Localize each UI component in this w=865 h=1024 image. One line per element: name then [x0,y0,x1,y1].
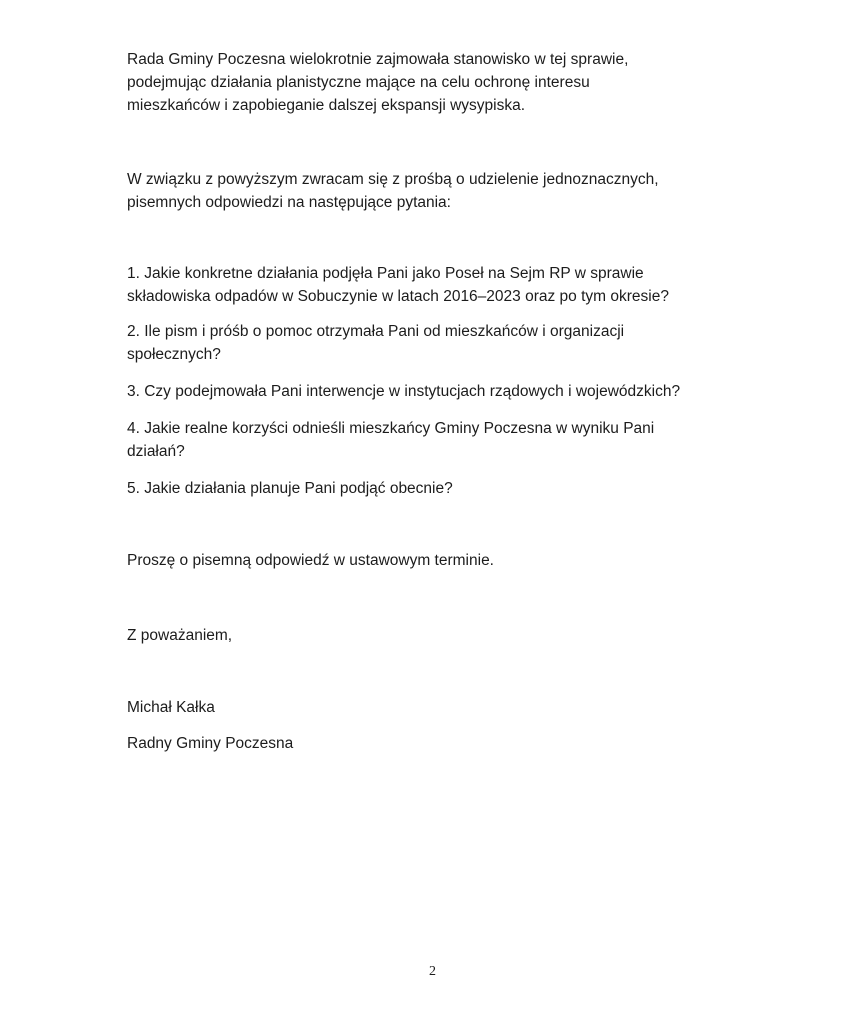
intro-line: podejmując działania planistyczne mające na celu ochronę interesu [127,74,590,91]
question-3 [127,380,767,403]
salutation [127,624,767,647]
question-line: 2. Ile pism i próśb o pomoc otrzymała Pani od mieszkańców i organizacji [127,323,625,340]
intro-line: Rada Gminy Poczesna wielokrotnie zajmowała stanowisko w tej sprawie, [127,51,629,68]
request-line: pisemnych odpowiedzi na następujące pytania: [127,194,451,211]
page-number: 2 [429,964,436,979]
question-line: 5. Jakie działania planuje Pani podjąć obecnie? [127,480,453,497]
question-4 [127,417,767,463]
intro-paragraph [127,48,767,117]
question-line: 1. Jakie konkretne działania podjęła Pani jako Poseł na Sejm RP w sprawie [127,265,644,282]
question-5 [127,477,767,500]
question-1 [127,262,767,308]
signature-title-text: Radny Gminy Poczesna [127,735,294,752]
question-line: składowiska odpadów w Sobuczynie w latach 2016–2023 oraz po tym okresie? [127,288,669,305]
signature-name-text: Michał Kałka [127,699,215,716]
salutation-text: Z poważaniem, [127,627,233,644]
closing-request-text: Proszę o pisemną odpowiedź w ustawowym terminie. [127,552,494,569]
request-line: W związku z powyższym zwracam się z prośbą o udzielenie jednoznacznych, [127,171,659,188]
intro-line: mieszkańców i zapobieganie dalszej ekspansji wysypiska. [127,97,526,114]
question-line: 3. Czy podejmowała Pani interwencje w instytucjach rządowych i wojewódzkich? [127,383,681,400]
closing-request [127,549,767,572]
question-line: społecznych? [127,346,221,363]
signature-title [127,732,767,755]
question-2 [127,320,767,366]
request-paragraph [127,168,767,214]
question-line: działań? [127,443,185,460]
question-line: 4. Jakie realne korzyści odnieśli mieszkańcy Gminy Poczesna w wyniku Pani [127,420,655,437]
signature-name [127,696,767,719]
